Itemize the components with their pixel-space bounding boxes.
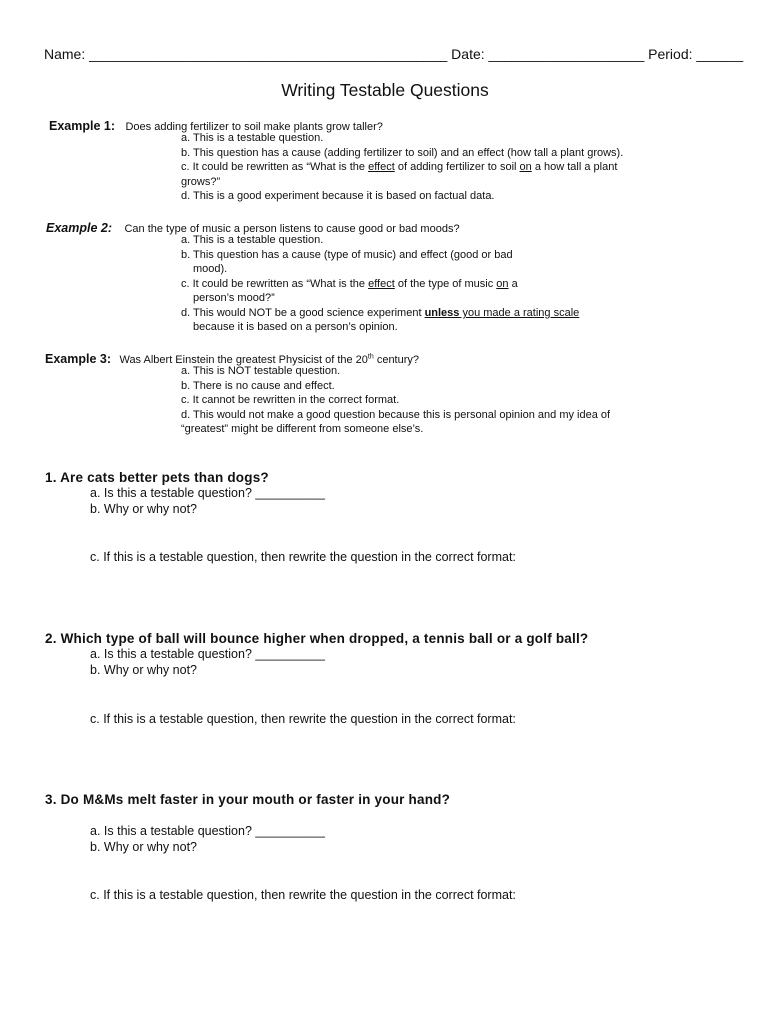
question-2-testable-blank[interactable]: a. Is this a testable question? __________: [90, 647, 325, 661]
question-2: 2. Which type of ball will bounce higher when dropped, a tennis ball or a golf ball?: [45, 631, 589, 646]
example-1-item-a: a. This is a testable question.: [181, 132, 324, 144]
example-3-item-c: c. It cannot be rewritten in the correct format.: [181, 394, 400, 406]
question-1: 1. Are cats better pets than dogs?: [45, 470, 269, 485]
text: of the type of music: [394, 278, 497, 290]
example-3-item-a: a. This is NOT testable question.: [181, 365, 341, 377]
text: Was Albert Einstein the greatest Physicist of the 20: [119, 354, 368, 366]
example-2-item-a: a. This is a testable question.: [181, 234, 324, 246]
example-1-item-b: b. This question has a cause (adding fertilizer to soil) and an effect (how tall a plant grows).: [181, 147, 624, 159]
question-1-testable-blank[interactable]: a. Is this a testable question? __________: [90, 486, 325, 500]
example-3-item-b: b. There is no cause and effect.: [181, 380, 335, 392]
on-word: on: [496, 278, 509, 290]
example-label: Example 3:: [45, 352, 112, 366]
example-3-item-d-cont: “greatest” might be different from someone else’s.: [181, 423, 424, 435]
text: century?: [373, 354, 420, 366]
question-1-rewrite: c. If this is a testable question, then rewrite the question in the correct format:: [90, 550, 516, 564]
example-label: Example 2:: [46, 221, 113, 235]
name-date-period-line[interactable]: Name: ______________________________________________ Date: ____________________ Period: ______: [44, 46, 744, 62]
example-2-item-c: [181, 277, 518, 292]
effect-word: effect: [368, 278, 395, 290]
example-1-item-d: d. This is a good experiment because it is based on factual data.: [181, 190, 495, 202]
rating-scale-phrase: you made a rating scale: [459, 307, 580, 319]
question-3-testable-blank[interactable]: a. Is this a testable question? __________: [90, 824, 325, 838]
text: person’s mood?”: [193, 292, 275, 304]
question-3-rewrite: c. If this is a testable question, then rewrite the question in the correct format:: [90, 888, 516, 902]
example-1-item-c-cont: grows?”: [181, 176, 221, 188]
example-question: Can the type of music a person listens to cause good or bad moods?: [124, 223, 460, 235]
page-title: Writing Testable Questions: [281, 80, 489, 100]
text: c. It could be rewritten as “What is the: [181, 161, 369, 173]
effect-word: effect: [368, 161, 395, 173]
question-3: 3. Do M&Ms melt faster in your mouth or faster in your hand?: [45, 792, 451, 807]
unless-word: unless: [424, 307, 460, 319]
example-2-item-d-cont: [181, 320, 398, 335]
text: d. This would NOT be a good science experiment: [181, 307, 425, 319]
on-word: on: [519, 161, 532, 173]
text: of adding fertilizer to soil: [394, 161, 520, 173]
question-1-why: b. Why or why not?: [90, 502, 197, 516]
text: a: [508, 278, 518, 290]
question-2-rewrite: c. If this is a testable question, then rewrite the question in the correct format:: [90, 712, 516, 726]
example-2-item-d: [181, 306, 579, 321]
example-2-item-c-cont: [181, 291, 275, 306]
text: because it is based on a person’s opinion.: [193, 321, 398, 333]
text: mood).: [193, 263, 228, 275]
example-3-item-d: d. This would not make a good question because this is personal opinion and my idea of: [181, 409, 611, 421]
example-1-item-c: [181, 160, 617, 175]
question-3-why: b. Why or why not?: [90, 840, 197, 854]
superscript: th: [367, 353, 374, 361]
example-2-item-b: b. This question has a cause (type of music) and effect (good or bad: [181, 249, 513, 261]
text: a how tall a plant: [531, 161, 618, 173]
question-2-why: b. Why or why not?: [90, 663, 197, 677]
example-2-item-b-cont: [181, 262, 227, 277]
text: c. It could be rewritten as “What is the: [181, 278, 369, 290]
example-label: Example 1:: [49, 119, 116, 133]
example-question: Does adding fertilizer to soil make plants grow taller?: [125, 121, 383, 133]
